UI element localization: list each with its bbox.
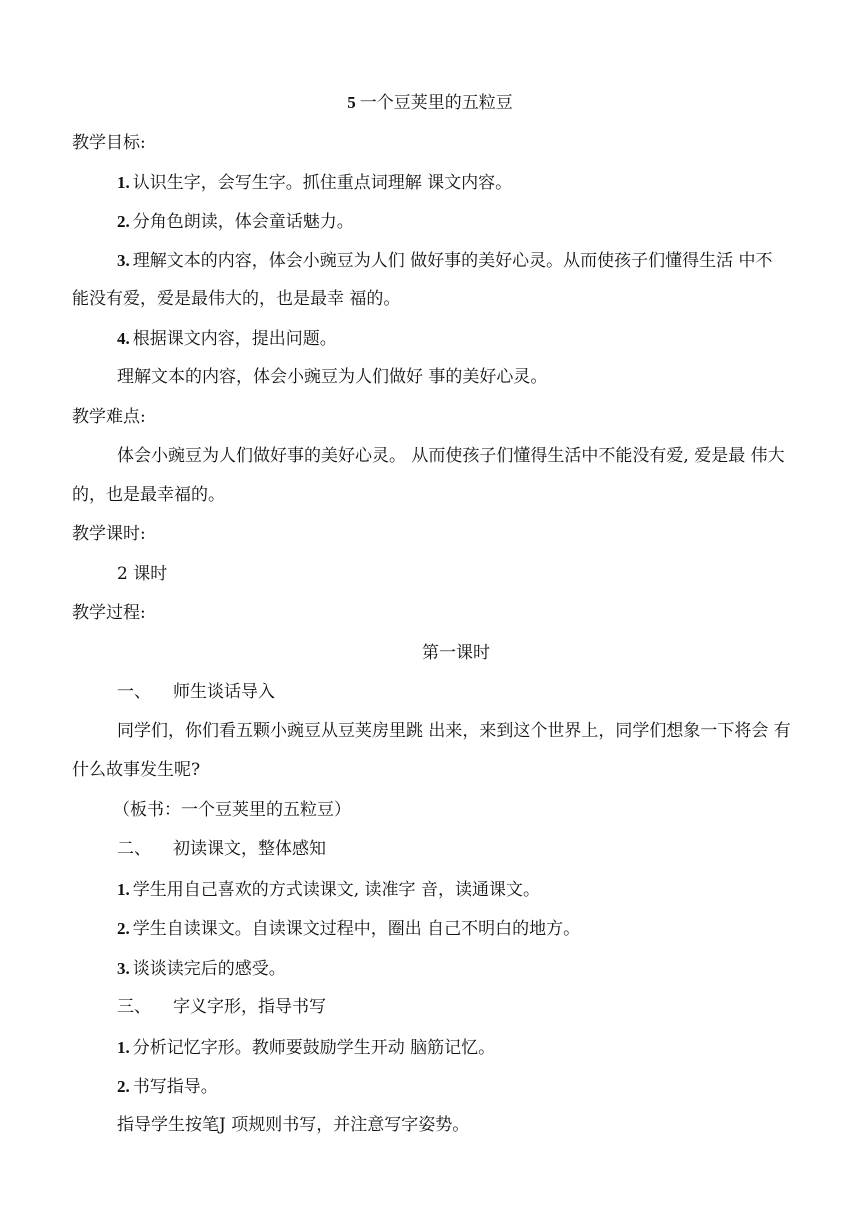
goal-number: 3. [117, 251, 130, 270]
section-title: 初读课文，整体感知 [173, 839, 326, 859]
step-number: 2. [117, 1077, 130, 1096]
section-title: 师生谈话导入 [173, 682, 275, 702]
page-title [0, 94, 860, 112]
difficulty-text-line1: 体会小豌豆为人们做好事的美好心灵。 从而使孩子们懂得生活中不能没有爱, 爱是最 伟大 [117, 446, 785, 466]
hours-text: 2 课时 [117, 564, 168, 584]
lesson-one-heading: 第一课时 [422, 643, 490, 663]
section-heading [117, 684, 275, 701]
step-item [117, 1078, 218, 1096]
section-title: 字义字形，指导书写 [173, 997, 326, 1017]
section-number: 二、 [117, 839, 151, 859]
step-text: 书写指导。 [132, 1077, 218, 1097]
lesson-title: 一个豆荚里的五粒豆 [359, 93, 513, 113]
step-item [117, 960, 286, 978]
step-item [117, 881, 540, 899]
goals-heading: 教学目标: [72, 133, 146, 153]
section-number: 三、 [117, 997, 151, 1017]
step-number: 1. [117, 880, 130, 899]
hours-heading: 教学课时: [72, 524, 146, 544]
section-heading [117, 999, 326, 1016]
writing-note: 指导学生按笔J 项规则书写，并注意写字姿势。 [117, 1115, 470, 1135]
goal-number: 2. [117, 212, 130, 231]
step-item [117, 1039, 495, 1057]
goal-text: 认识生字，会写生字。抓住重点词理解 课文内容。 [132, 173, 513, 193]
board-note: （板书：一个豆荚里的五粒豆） [113, 800, 351, 820]
goal-item [117, 174, 512, 192]
process-heading: 教学过程: [72, 603, 146, 623]
step-number: 2. [117, 919, 130, 938]
goal-text: 理解文本的内容，体会小豌豆为人们 做好事的美好心灵。从而使孩子们懂得生活 中不 [132, 251, 773, 271]
goal-number: 1. [117, 173, 130, 192]
step-text: 学生用自己喜欢的方式读课文, 读准字 音，读通课文。 [132, 880, 540, 900]
goal-item [117, 213, 354, 231]
lesson-number: 5 [347, 93, 356, 112]
section-paragraph-line2: 什么故事发生呢? [72, 760, 201, 780]
key-point-text: 理解文本的内容，体会小豌豆为人们做好 事的美好心灵。 [117, 367, 548, 387]
goal-text: 根据课文内容，提出问题。 [132, 329, 337, 349]
difficulty-heading: 教学难点: [72, 407, 146, 427]
goal-item-continuation: 能没有爱，爱是最伟大的，也是最幸 福的。 [72, 289, 401, 309]
difficulty-text-line2: 的，也是最幸福的。 [72, 485, 225, 505]
step-item [117, 920, 580, 938]
section-number: 一、 [117, 682, 151, 702]
step-text: 谈谈读完后的感受。 [132, 959, 286, 979]
step-number: 1. [117, 1038, 130, 1057]
goal-item [117, 252, 773, 270]
section-heading [117, 841, 326, 858]
step-text: 学生自读课文。自读课文过程中，圈出 自己不明白的地方。 [132, 919, 581, 939]
step-text: 分析记忆字形。教师要鼓励学生开动 脑筋记忆。 [132, 1038, 496, 1058]
section-paragraph-line1: 同学们，你们看五颗小豌豆从豆荚房里跳 出来，来到这个世界上，同学们想象一下将会 有 [117, 721, 791, 741]
step-number: 3. [117, 959, 130, 978]
goal-text: 分角色朗读，体会童话魅力。 [132, 212, 354, 232]
goal-item [117, 330, 337, 348]
goal-number: 4. [117, 329, 130, 348]
